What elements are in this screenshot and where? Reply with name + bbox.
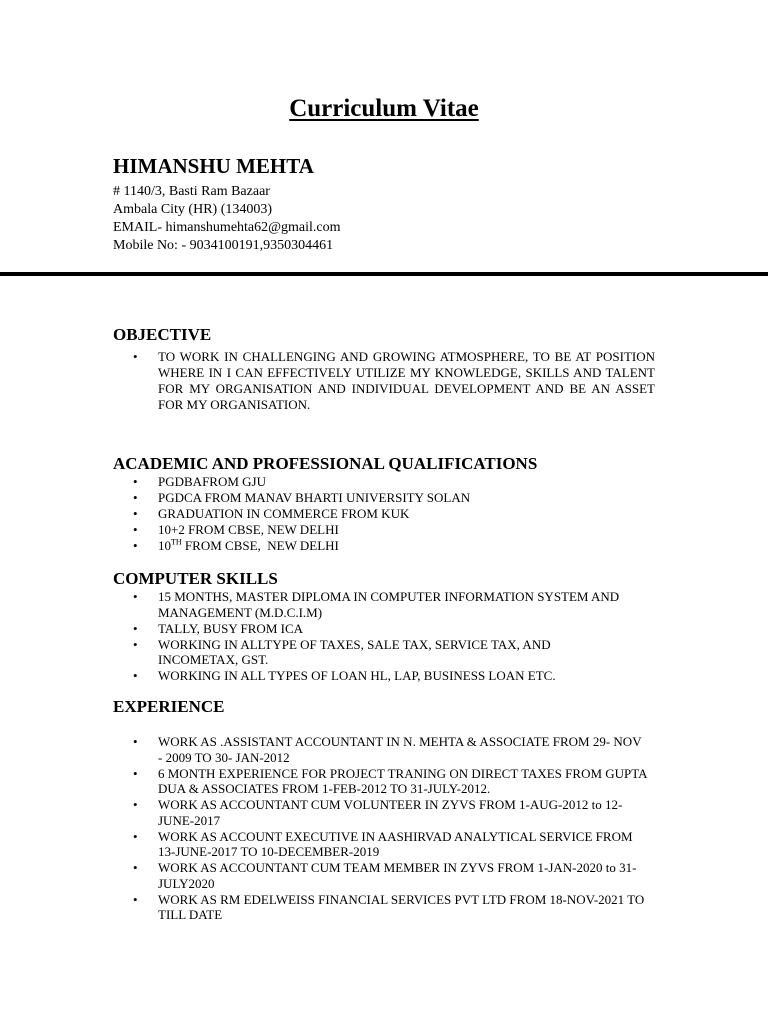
header-divider xyxy=(0,272,768,276)
computer-skills-list xyxy=(113,589,628,684)
list-item: • WORK AS .ASSISTANT ACCOUNTANT IN N. MEHTA & ASSOCIATE FROM 29- NOV - 2009 TO 30- JAN-2012 xyxy=(158,734,648,765)
list-item: • TALLY, BUSY FROM ICA xyxy=(158,621,628,637)
list-item: • GRADUATION IN COMMERCE FROM KUK xyxy=(158,506,658,522)
address-line-2: Ambala City (HR) (134003) xyxy=(113,202,273,217)
list-item: • WORK AS ACCOUNTANT CUM VOLUNTEER IN ZYVS FROM 1-AUG-2012 to 12-JUNE-2017 xyxy=(158,797,648,828)
list-item xyxy=(158,538,658,554)
objective-heading: OBJECTIVE xyxy=(113,325,212,344)
qualifications-list xyxy=(113,474,658,554)
computer-skills-heading: COMPUTER SKILLS xyxy=(113,569,278,588)
list-item: • PGDBAFROM GJU xyxy=(158,474,658,490)
list-item: • 15 MONTHS, MASTER DIPLOMA IN COMPUTER INFORMATION SYSTEM AND MANAGEMENT (M.D.C.I.M) xyxy=(158,589,628,620)
list-item: • WORK AS RM EDELWEISS FINANCIAL SERVICES PVT LTD FROM 18-NOV-2021 TO TILL DATE xyxy=(158,892,648,923)
mobile-line: Mobile No: - 9034100191,9350304461 xyxy=(113,238,334,253)
tenth-prefix: 10 xyxy=(158,538,171,553)
contact-header xyxy=(113,153,341,255)
experience-heading: EXPERIENCE xyxy=(113,697,225,716)
email-line: EMAIL- himanshumehta62@gmail.com xyxy=(113,220,341,235)
list-item: • WORKING IN ALLTYPE OF TAXES, SALE TAX, SERVICE TAX, AND INCOMETAX, GST. xyxy=(158,637,628,668)
page-title xyxy=(0,95,768,123)
list-item: • PGDCA FROM MANAV BHARTI UNIVERSITY SOLAN xyxy=(158,490,658,506)
page-title-text: Curriculum Vitae xyxy=(289,95,479,122)
address-line-1: # 1140/3, Basti Ram Bazaar xyxy=(113,184,270,199)
list-item: • WORK AS ACCOUNT EXECUTIVE IN AASHIRVAD ANALYTICAL SERVICE FROM 13-JUNE-2017 TO 10-DECEMBER-2019 xyxy=(158,829,648,860)
list-item: • 10+2 FROM CBSE, NEW DELHI xyxy=(158,522,658,538)
tenth-rest: FROM CBSE, NEW DELHI xyxy=(181,538,339,553)
list-item: • TO WORK IN CHALLENGING AND GROWING ATMOSPHERE, TO BE AT POSITION WHERE IN I CAN EFFECTIVELY UTILIZE MY KNOWLEDGE, SKILLS AND TALENT FOR MY ORGANISATION AND INDIVIDUAL DEVELOPMENT AND BE AN ASSET FOR MY ORGANISATION. xyxy=(158,349,655,413)
list-item: • WORK AS ACCOUNTANT CUM TEAM MEMBER IN ZYVS FROM 1-JAN-2020 to 31-JULY2020 xyxy=(158,860,648,891)
tenth-superscript: TH xyxy=(171,537,182,547)
objective-list xyxy=(113,349,655,414)
qualifications-heading: ACADEMIC AND PROFESSIONAL QUALIFICATIONS xyxy=(113,454,538,473)
experience-list xyxy=(113,734,648,923)
list-item: • 6 MONTH EXPERIENCE FOR PROJECT TRANING ON DIRECT TAXES FROM GUPTA DUA & ASSOCIATES FROM 1-FEB-2012 TO 31-JULY-2012. xyxy=(158,766,648,797)
list-item: • WORKING IN ALL TYPES OF LOAN HL, LAP, BUSINESS LOAN ETC. xyxy=(158,668,628,684)
candidate-name: HIMANSHU MEHTA xyxy=(113,154,314,178)
